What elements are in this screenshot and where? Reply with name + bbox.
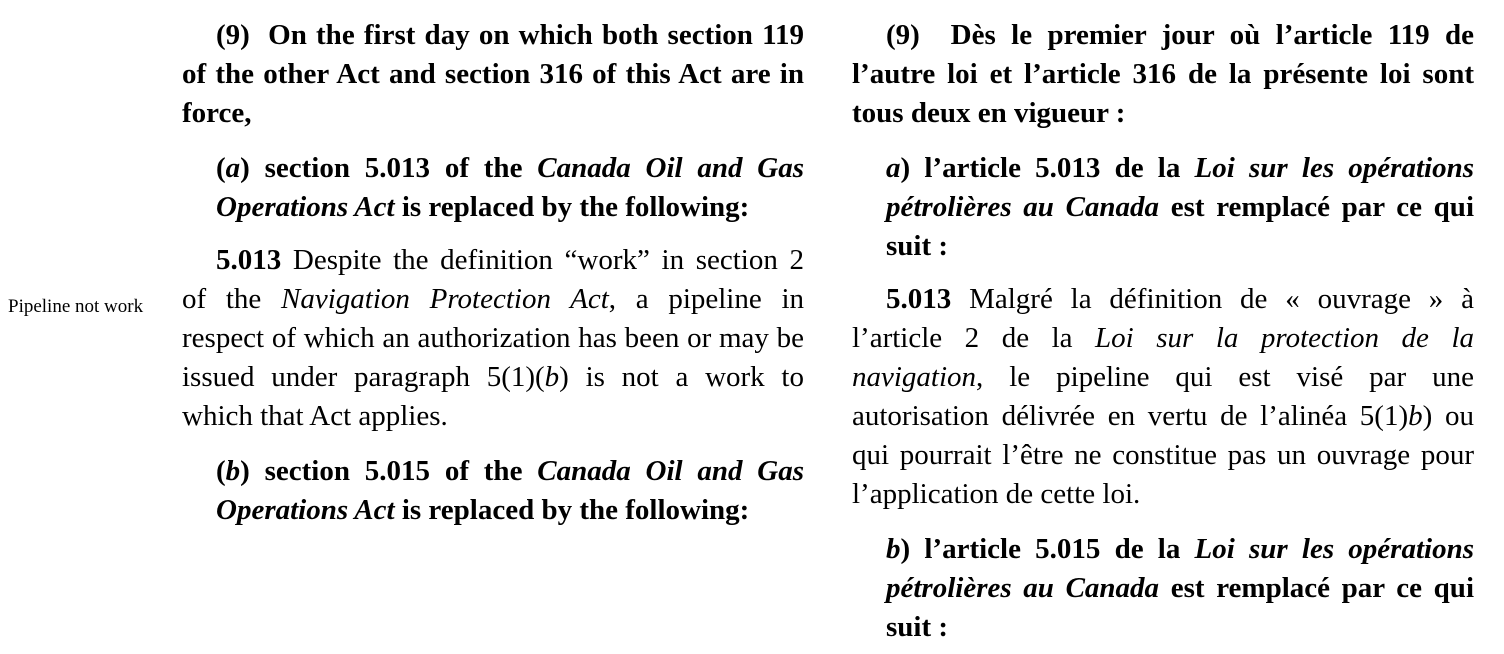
en-a-label: a xyxy=(225,152,241,184)
en-b-act: Canada Oil and Gas Operations Act xyxy=(216,455,804,526)
en-p9-text: On the first day on which both section 119 of the other Act and section 316 of this Act are in force, xyxy=(182,19,804,129)
fr-5013-number: 5.013 xyxy=(886,283,952,315)
en-a-act: Canada Oil and Gas Operations Act xyxy=(216,152,804,223)
fr-p9-number: (9) xyxy=(886,19,920,51)
en-5013-text3: ) is not a work to which that Act applies. xyxy=(182,361,804,432)
english-column xyxy=(182,16,804,530)
fr-a-act: Loi sur les opérations pétrolières au Canada xyxy=(886,152,1474,223)
en-b-text1: section 5.015 of the xyxy=(264,455,523,487)
en-5013-act: Navigation Protection Act xyxy=(281,283,609,315)
en-5013-text1: Despite the definition “work” in section 2 of the xyxy=(182,244,804,315)
fr-a-text1: l’article 5.013 de la xyxy=(924,152,1181,184)
en-5013-number: 5.013 xyxy=(216,244,282,276)
fr-5013-text3: ) ou qui pourrait l’être ne constitue pas un ouvrage pour l’application de cette loi. xyxy=(852,400,1474,510)
fr-b-label: b xyxy=(886,533,901,565)
en-5013-text2: , a pipeline in respect of which an authorization has been or may be issued under paragraph 5(1)( xyxy=(182,283,805,393)
en-a-text2: is replaced by the following: xyxy=(401,191,750,223)
fr-subsection-9 xyxy=(852,16,1474,133)
marginal-note: Pipeline not work xyxy=(8,296,144,317)
fr-5013-text2: , le pipeline qui est visé par une autorisation délivrée en vertu de l’alinéa 5(1) xyxy=(852,361,1474,432)
fr-5013-b: b xyxy=(1408,400,1423,432)
en-paragraph-a: (a) section 5.013 of the Canada Oil and Gas Operations Act is replaced by the following: xyxy=(216,152,804,223)
fr-paragraph-b: b) l’article 5.015 de la Loi sur les opérations pétrolières au Canada est remplacé par ce qui suit : xyxy=(886,533,1474,643)
en-5013-b: b xyxy=(544,361,560,393)
en-a-text1: section 5.013 of the xyxy=(264,152,523,184)
fr-paragraph-a: a) l’article 5.013 de la Loi sur les opérations pétrolières au Canada est remplacé par ce qui suit : xyxy=(886,152,1474,262)
en-section-5013 xyxy=(182,241,804,436)
en-paragraph-b: (b) section 5.015 of the Canada Oil and Gas Operations Act is replaced by the following: xyxy=(216,455,804,526)
fr-b-text2: est remplacé par ce qui suit : xyxy=(886,572,1474,643)
en-b-text2: is replaced by the following: xyxy=(401,494,750,526)
french-column xyxy=(852,16,1474,647)
fr-b-act: Loi sur les opérations pétrolières au Canada xyxy=(886,533,1474,604)
en-subsection-9 xyxy=(182,16,804,133)
fr-5013-act: Loi sur la protection de la navigation xyxy=(852,322,1475,393)
fr-section-5013 xyxy=(852,280,1474,514)
en-p9-number: (9) xyxy=(216,19,250,51)
fr-b-text1: l’article 5.015 de la xyxy=(924,533,1181,565)
fr-a-label: a xyxy=(886,152,901,184)
fr-p9-text: Dès le premier jour où l’article 119 de l’autre loi et l’article 316 de la présente loi sont tous deux en vigueur : xyxy=(852,19,1475,129)
fr-a-text2: est remplacé par ce qui suit : xyxy=(886,191,1474,262)
en-b-label: b xyxy=(225,455,241,487)
fr-5013-text1: Malgré la définition de « ouvrage » à l’article 2 de la xyxy=(852,283,1475,354)
